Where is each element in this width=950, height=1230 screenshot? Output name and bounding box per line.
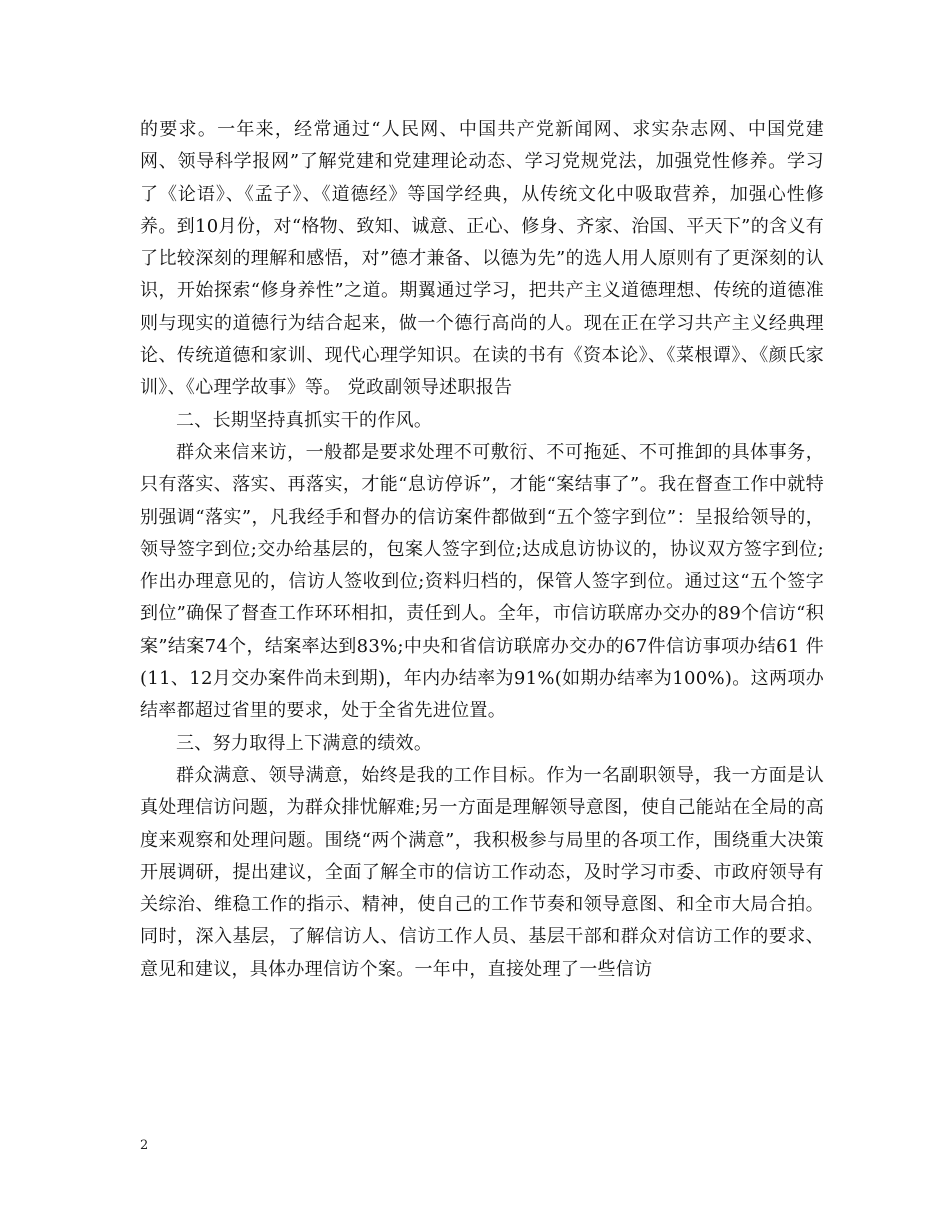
page-number: 2 [140,1138,149,1153]
paragraph-2: 群众来信来访，一般都是要求处理不可敷衍、不可拖延、不可推卸的具体事务，只有落实、落实、再落实，才能“息访停诉”，才能“案结事了”。我在督查工作中就特别强调“落实”，凡我经手和督办的信访案件都做到“五个签字到位”：呈报给领导的，领导签字到位;交办给基层的，包案人签字到位;达成息访协议的，协议双方签字到位;作出办理意见的，信访人签收到位;资料归档的，保管人签字到位。通过这“五个签字到位”确保了督查工作环环相扣，责任到人。全年，市信访联席办交办的89个信访“积案”结案74个，结案率达到83%;中央和省信访联席办交办的67件信访事项办结61 件(11、12月交办案件尚未到期)，年内办结率为91%(如期办结率为100%)。这两项办结率都超过省里的要求，处于全省先进位置。 [140,441,824,722]
section-heading-3: 三、努力取得上下满意的绩效。 [176,732,433,754]
paragraph-3: 群众满意、领导满意，始终是我的工作目标。作为一名副职领导，我一方面是认真处理信访问题，为群众排忧解难;另一方面是理解领导意图，使自己能站在全局的高度来观察和处理问题。围绕“两个满意”，我积极参与局里的各项工作，围绕重大决策开展调研，提出建议，全面了解全市的信访工作动态，及时学习市委、市政府领导有关综治、维稳工作的指示、精神，使自己的工作节奏和领导意图、和全市大局合拍。同时，深入基层，了解信访人、信访工作人员、基层干部和群众对信访工作的要求、意见和建议，具体办理信访个案。一年中，直接处理了一些信访 [140,764,824,980]
body-text [140,114,824,986]
paragraph-1: 的要求。一年来，经常通过“人民网、中国共产党新闻网、求实杂志网、中国党建网、领导科学报网”了解党建和党建理论动态、学习党规党法，加强党性修养。学习了《论语》、《孟子》、《道德经》等国学经典，从传统文化中吸取营养，加强心性修养。到10月份，对“格物、致知、诚意、正心、修身、齐家、治国、平天下”的含义有了比较深刻的理解和感悟，对”德才兼备、以德为先”的选人用人原则有了更深刻的认识，开始探索“修身养性”之道。期翼通过学习，把共产主义道德理想、传统的道德准则与现实的道德行为结合起来，做一个德行高尚的人。现在正在学习共产主义经典理论、传统道德和家训、现代心理学知识。在读的书有《资本论》、《菜根谭》、《颜氏家训》、《心理学故事》等。 党政副领导述职报告 [140,119,824,399]
section-heading-2: 二、长期坚持真抓实干的作风。 [176,409,433,431]
